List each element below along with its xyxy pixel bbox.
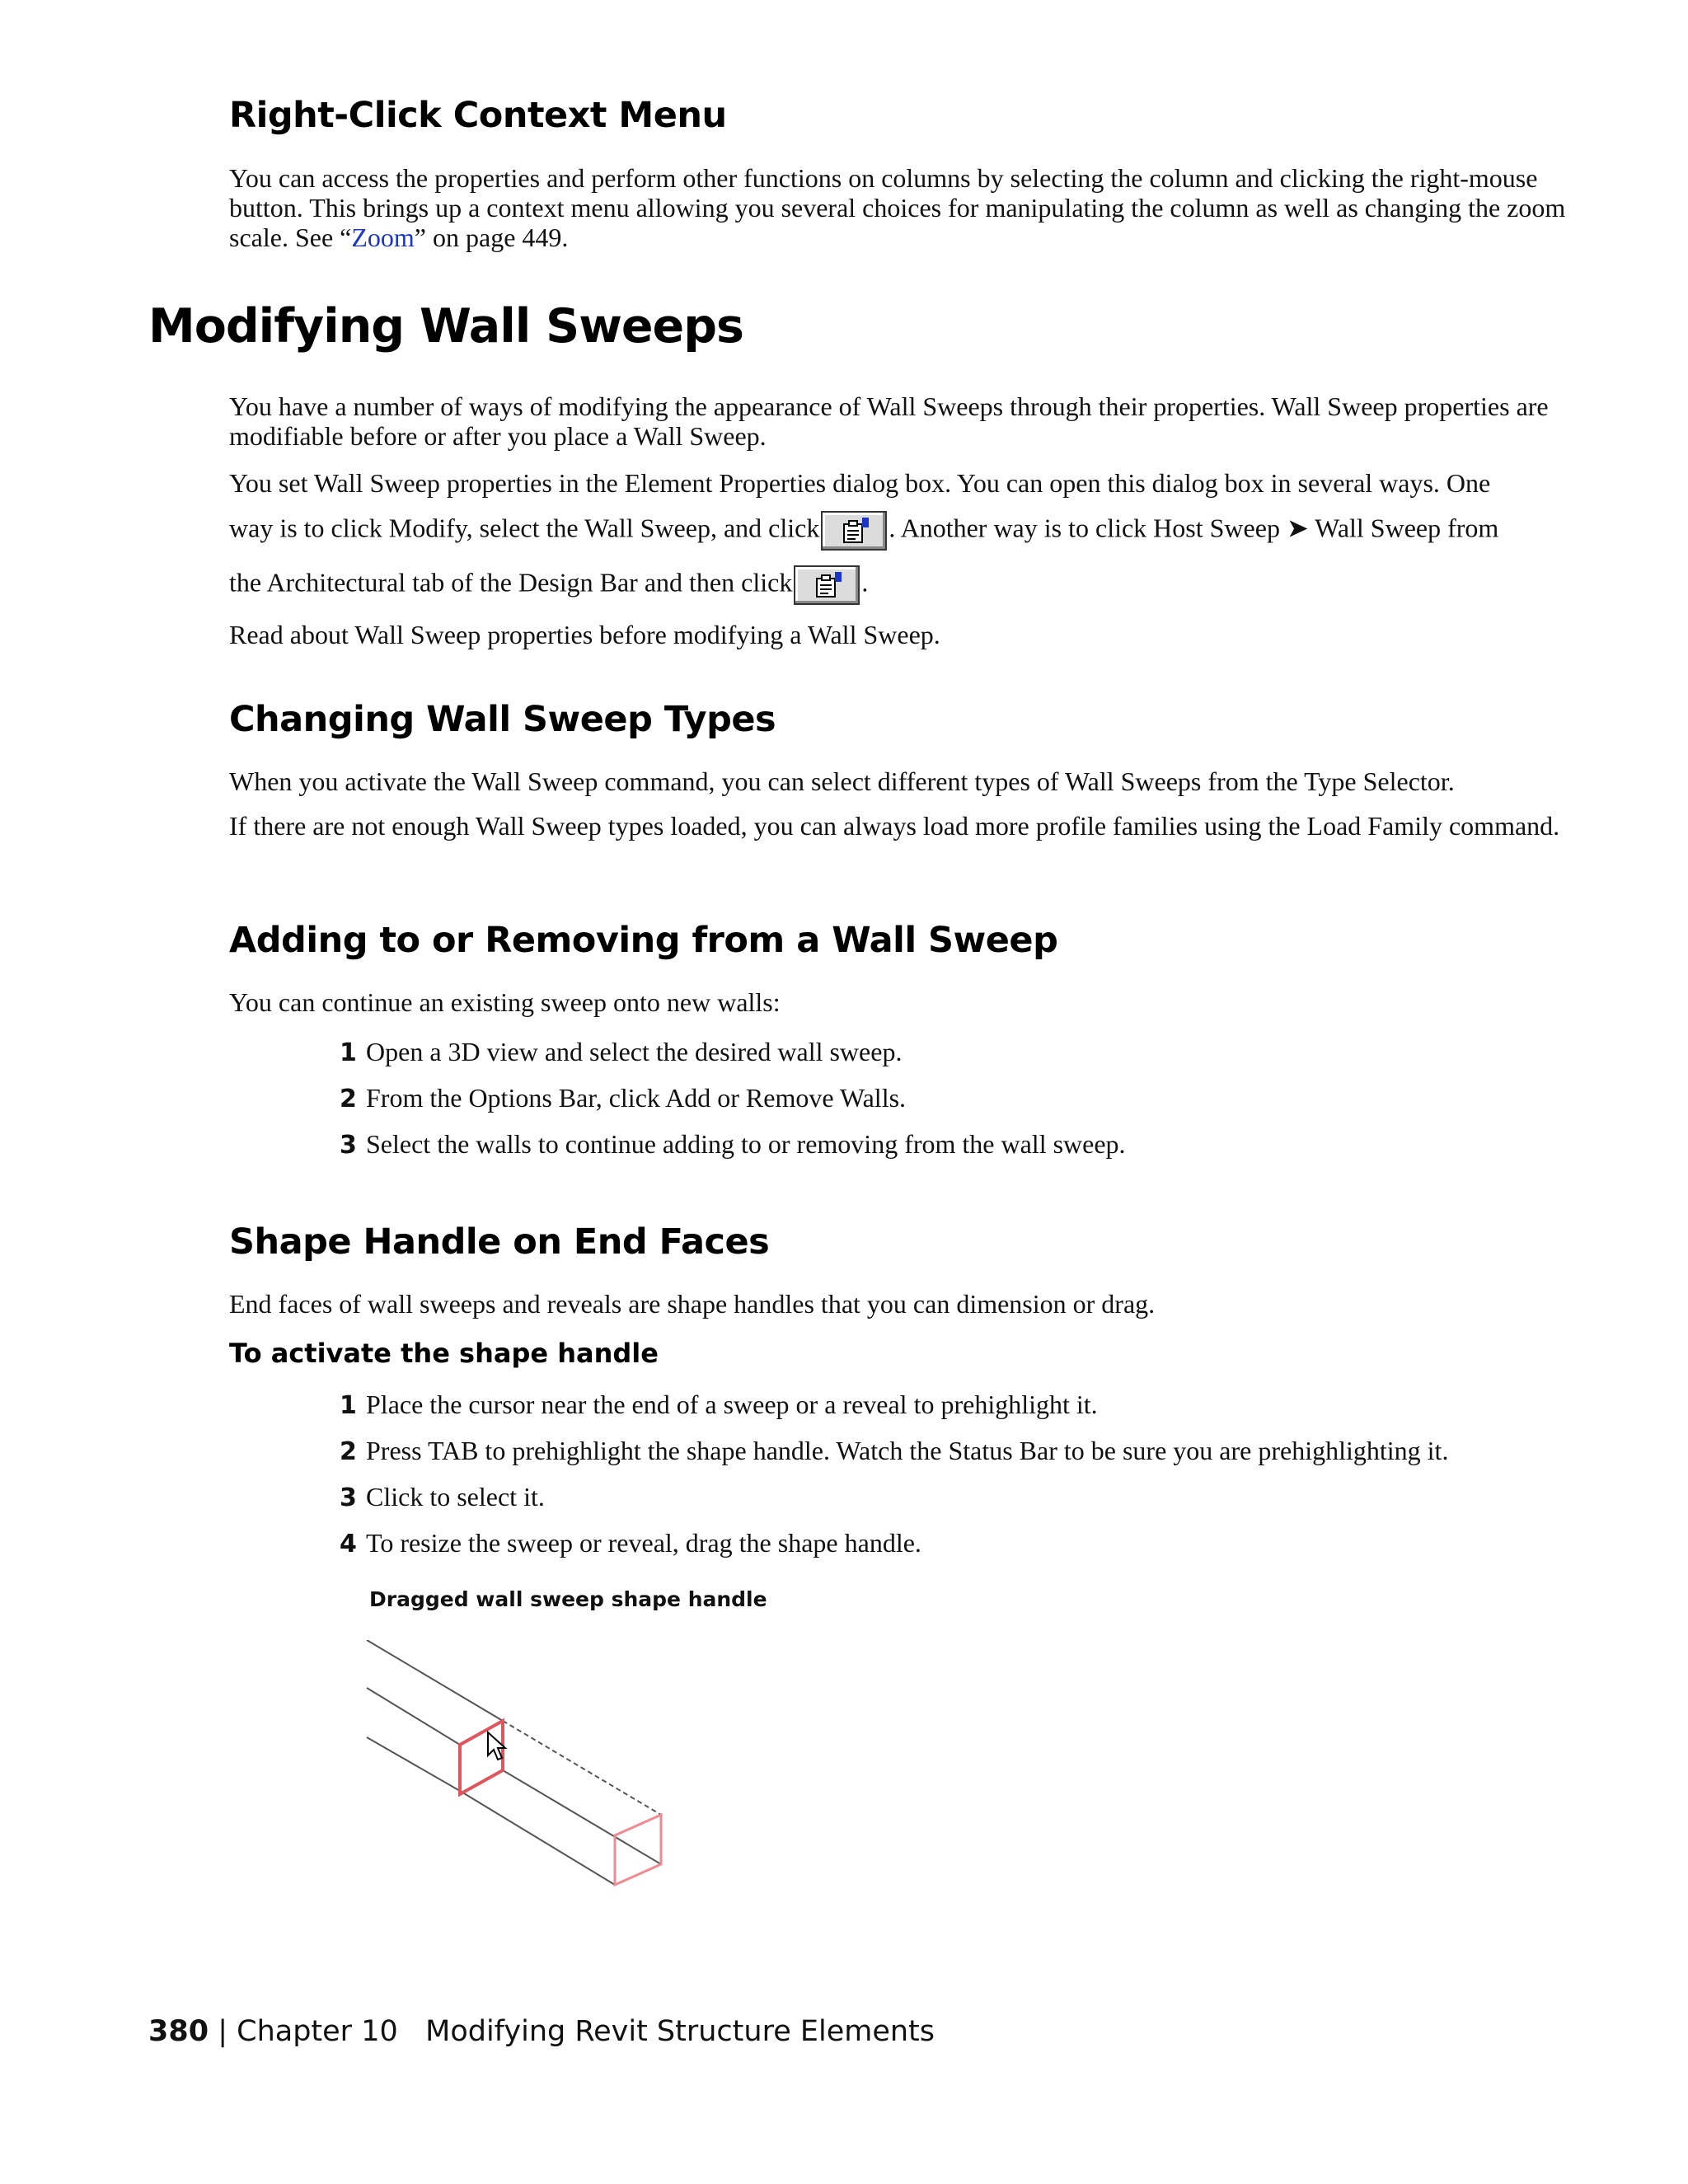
wall-sweep-figure <box>363 1640 676 1904</box>
element-properties-icon[interactable] <box>794 565 860 605</box>
step-number: 2 <box>340 1437 357 1466</box>
list-item <box>340 1526 921 1561</box>
list-item <box>340 1388 1098 1422</box>
paragraph-modifying-2-line1: You set Wall Sweep properties in the Element Properties dialog box. You can open this dialog box in several ways. One <box>229 468 1491 498</box>
step-number: 4 <box>340 1530 357 1558</box>
list-item <box>340 1434 1448 1469</box>
list-item <box>340 1127 1126 1162</box>
list-item <box>340 1081 906 1116</box>
page-footer <box>148 2015 935 2048</box>
sweep-edges <box>367 1640 661 1885</box>
procedure-heading: To activate the shape handle <box>229 1338 659 1369</box>
zoom-link[interactable]: Zoom <box>351 223 415 252</box>
list-item <box>340 1035 902 1070</box>
paragraph-shape-1: End faces of wall sweeps and reveals are shape handles that you can dimension or drag. <box>229 1289 1156 1319</box>
heading-adding-removing-wall-sweep: Adding to or Removing from a Wall Sweep <box>229 920 1058 961</box>
step-number: 3 <box>340 1483 357 1512</box>
step-text: Press TAB to prehighlight the shape handle. Watch the Status Bar to be sure you are prehighlighting it. <box>366 1436 1449 1465</box>
paragraph-modifying-3: Read about Wall Sweep properties before modifying a Wall Sweep. <box>229 620 940 649</box>
heading-shape-handle-end-faces: Shape Handle on End Faces <box>229 1221 770 1263</box>
step-text: Click to select it. <box>366 1482 545 1511</box>
heading-modifying-wall-sweeps: Modifying Wall Sweeps <box>148 299 743 354</box>
footer-chapter-title: Modifying Revit Structure Elements <box>425 2015 935 2048</box>
heading-changing-wall-sweep-types: Changing Wall Sweep Types <box>229 699 776 740</box>
figure-caption: Dragged wall sweep shape handle <box>369 1587 767 1611</box>
paragraph-modifying-2-line2 <box>229 511 1498 551</box>
element-properties-icon[interactable] <box>821 511 887 551</box>
paragraph-text: the Architectural tab of the Design Bar and then click <box>229 567 793 598</box>
paragraph-text: . <box>861 567 869 598</box>
paragraph-text: You can access the properties and perform other functions on columns by selecting the column and clicking the right-mouse button. This brings up a context menu allowing you several choices for manipulating the column as well as changing the zoom scale. See “ <box>229 163 1566 252</box>
step-text: From the Options Bar, click Add or Remove Walls. <box>366 1083 907 1113</box>
step-text: To resize the sweep or reveal, drag the shape handle. <box>366 1528 921 1558</box>
page-number: 380 <box>148 2015 209 2048</box>
paragraph-text: . Another way is to click Host Sweep ➤ Wall Sweep from <box>889 513 1499 543</box>
paragraph-text: ” on page 449. <box>414 223 569 252</box>
step-number: 3 <box>340 1131 357 1160</box>
step-text: Select the walls to continue adding to or removing from the wall sweep. <box>366 1129 1126 1159</box>
footer-separator: | <box>218 2015 227 2048</box>
paragraph-modifying-2-line3 <box>229 565 868 605</box>
footer-chapter: Chapter 10 <box>237 2015 398 2048</box>
heading-right-click-context-menu: Right-Click Context Menu <box>229 95 727 136</box>
paragraph-changing-1: When you activate the Wall Sweep command, you can select different types of Wall Sweeps from the Type Selector. <box>229 766 1455 796</box>
list-item <box>340 1480 545 1515</box>
step-number: 1 <box>340 1038 357 1067</box>
paragraph-changing-2: If there are not enough Wall Sweep types loaded, you can always load more profile families using the Load Family command. <box>229 811 1560 841</box>
step-number: 1 <box>340 1391 357 1420</box>
paragraph-modifying-1: You have a number of ways of modifying the appearance of Wall Sweeps through their properties. Wall Sweep properties are modifiable before or after you place a Wall Sweep. <box>229 391 1549 451</box>
step-number: 2 <box>340 1085 357 1113</box>
paragraph-adding-1: You can continue an existing sweep onto new walls: <box>229 987 781 1017</box>
step-text: Open a 3D view and select the desired wall sweep. <box>366 1037 903 1066</box>
paragraph-text: way is to click Modify, select the Wall Sweep, and click <box>229 513 820 543</box>
step-text: Place the cursor near the end of a sweep or a reveal to prehighlight it. <box>366 1390 1098 1419</box>
paragraph-right-click <box>229 163 1581 252</box>
